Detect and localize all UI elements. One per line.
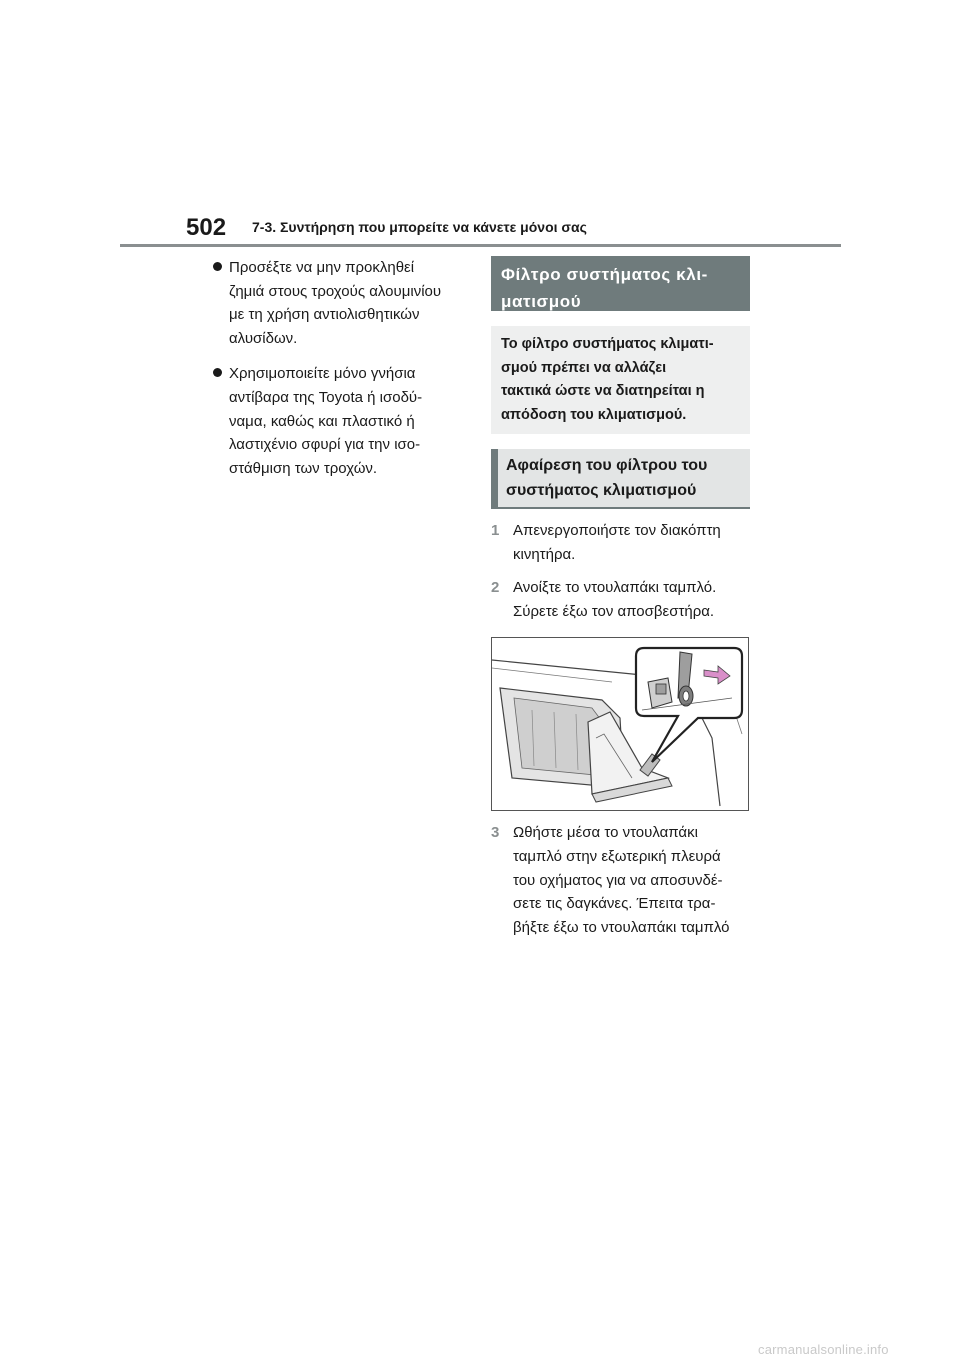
left-column — [212, 256, 470, 492]
step-text: Απενεργοποιήστε τον διακόπτη κινητήρα. — [513, 522, 721, 563]
intro-box: Το φίλτρο συστήματος κλιματι- σμού πρέπει να αλλάζει τακτικά ώστε να διατηρείται η απόδοση του κλιματισμού. — [491, 326, 750, 434]
glovebox-damper-illustration — [491, 637, 749, 811]
bullet-text: Προσέξτε να μην προκληθεί ζημιά στους τροχούς αλουμινίου με τη χρήση αντιολισθητικών αλυσίδων. — [229, 259, 442, 347]
right-column — [491, 256, 750, 939]
glovebox-illustration-graphic — [492, 638, 748, 810]
step-item — [491, 821, 750, 939]
bullet-text: Χρησιμοποιείτε μόνο γνήσια αντίβαρα της Toyota ή ισοδύ- ναμα, καθώς και πλαστικό ή λαστιχένιο σφυρί για την ισο- στάθμιση των τροχών. — [229, 365, 423, 477]
bullet-item — [212, 362, 470, 480]
step-text: Ωθήστε μέσα το ντουλαπάκι ταμπλό στην εξωτερική πλευρά του οχήματος για να αποσυνδέ- σετε τις δαγκάνες. Έπειτα τρα- βήξτε έξω το ντουλαπάκι ταμπλό — [513, 824, 730, 936]
bullet-icon — [213, 368, 222, 377]
bullet-item — [212, 256, 470, 350]
step-item — [491, 576, 750, 623]
bullet-icon — [213, 262, 222, 271]
sub-heading: Αφαίρεση του φίλτρου του συστήματος κλιματισμού — [491, 449, 750, 509]
header-rule — [120, 244, 841, 247]
step-text: Ανοίξτε το ντουλαπάκι ταμπλό. Σύρετε έξω τον αποσβεστήρα. — [513, 579, 717, 620]
step-number: 1 — [491, 522, 500, 539]
step-number: 2 — [491, 579, 500, 597]
page-number: 502 — [186, 214, 227, 241]
section-heading: Φίλτρο συστήματος κλι- ματισμού — [491, 256, 750, 311]
step-number: 3 — [491, 824, 500, 842]
section-title: 7-3. Συντήρηση που μπορείτε να κάνετε μόνοι σας — [252, 219, 587, 235]
watermark-logo: carmanualsonline.info — [758, 1342, 889, 1357]
step-item — [491, 519, 750, 566]
